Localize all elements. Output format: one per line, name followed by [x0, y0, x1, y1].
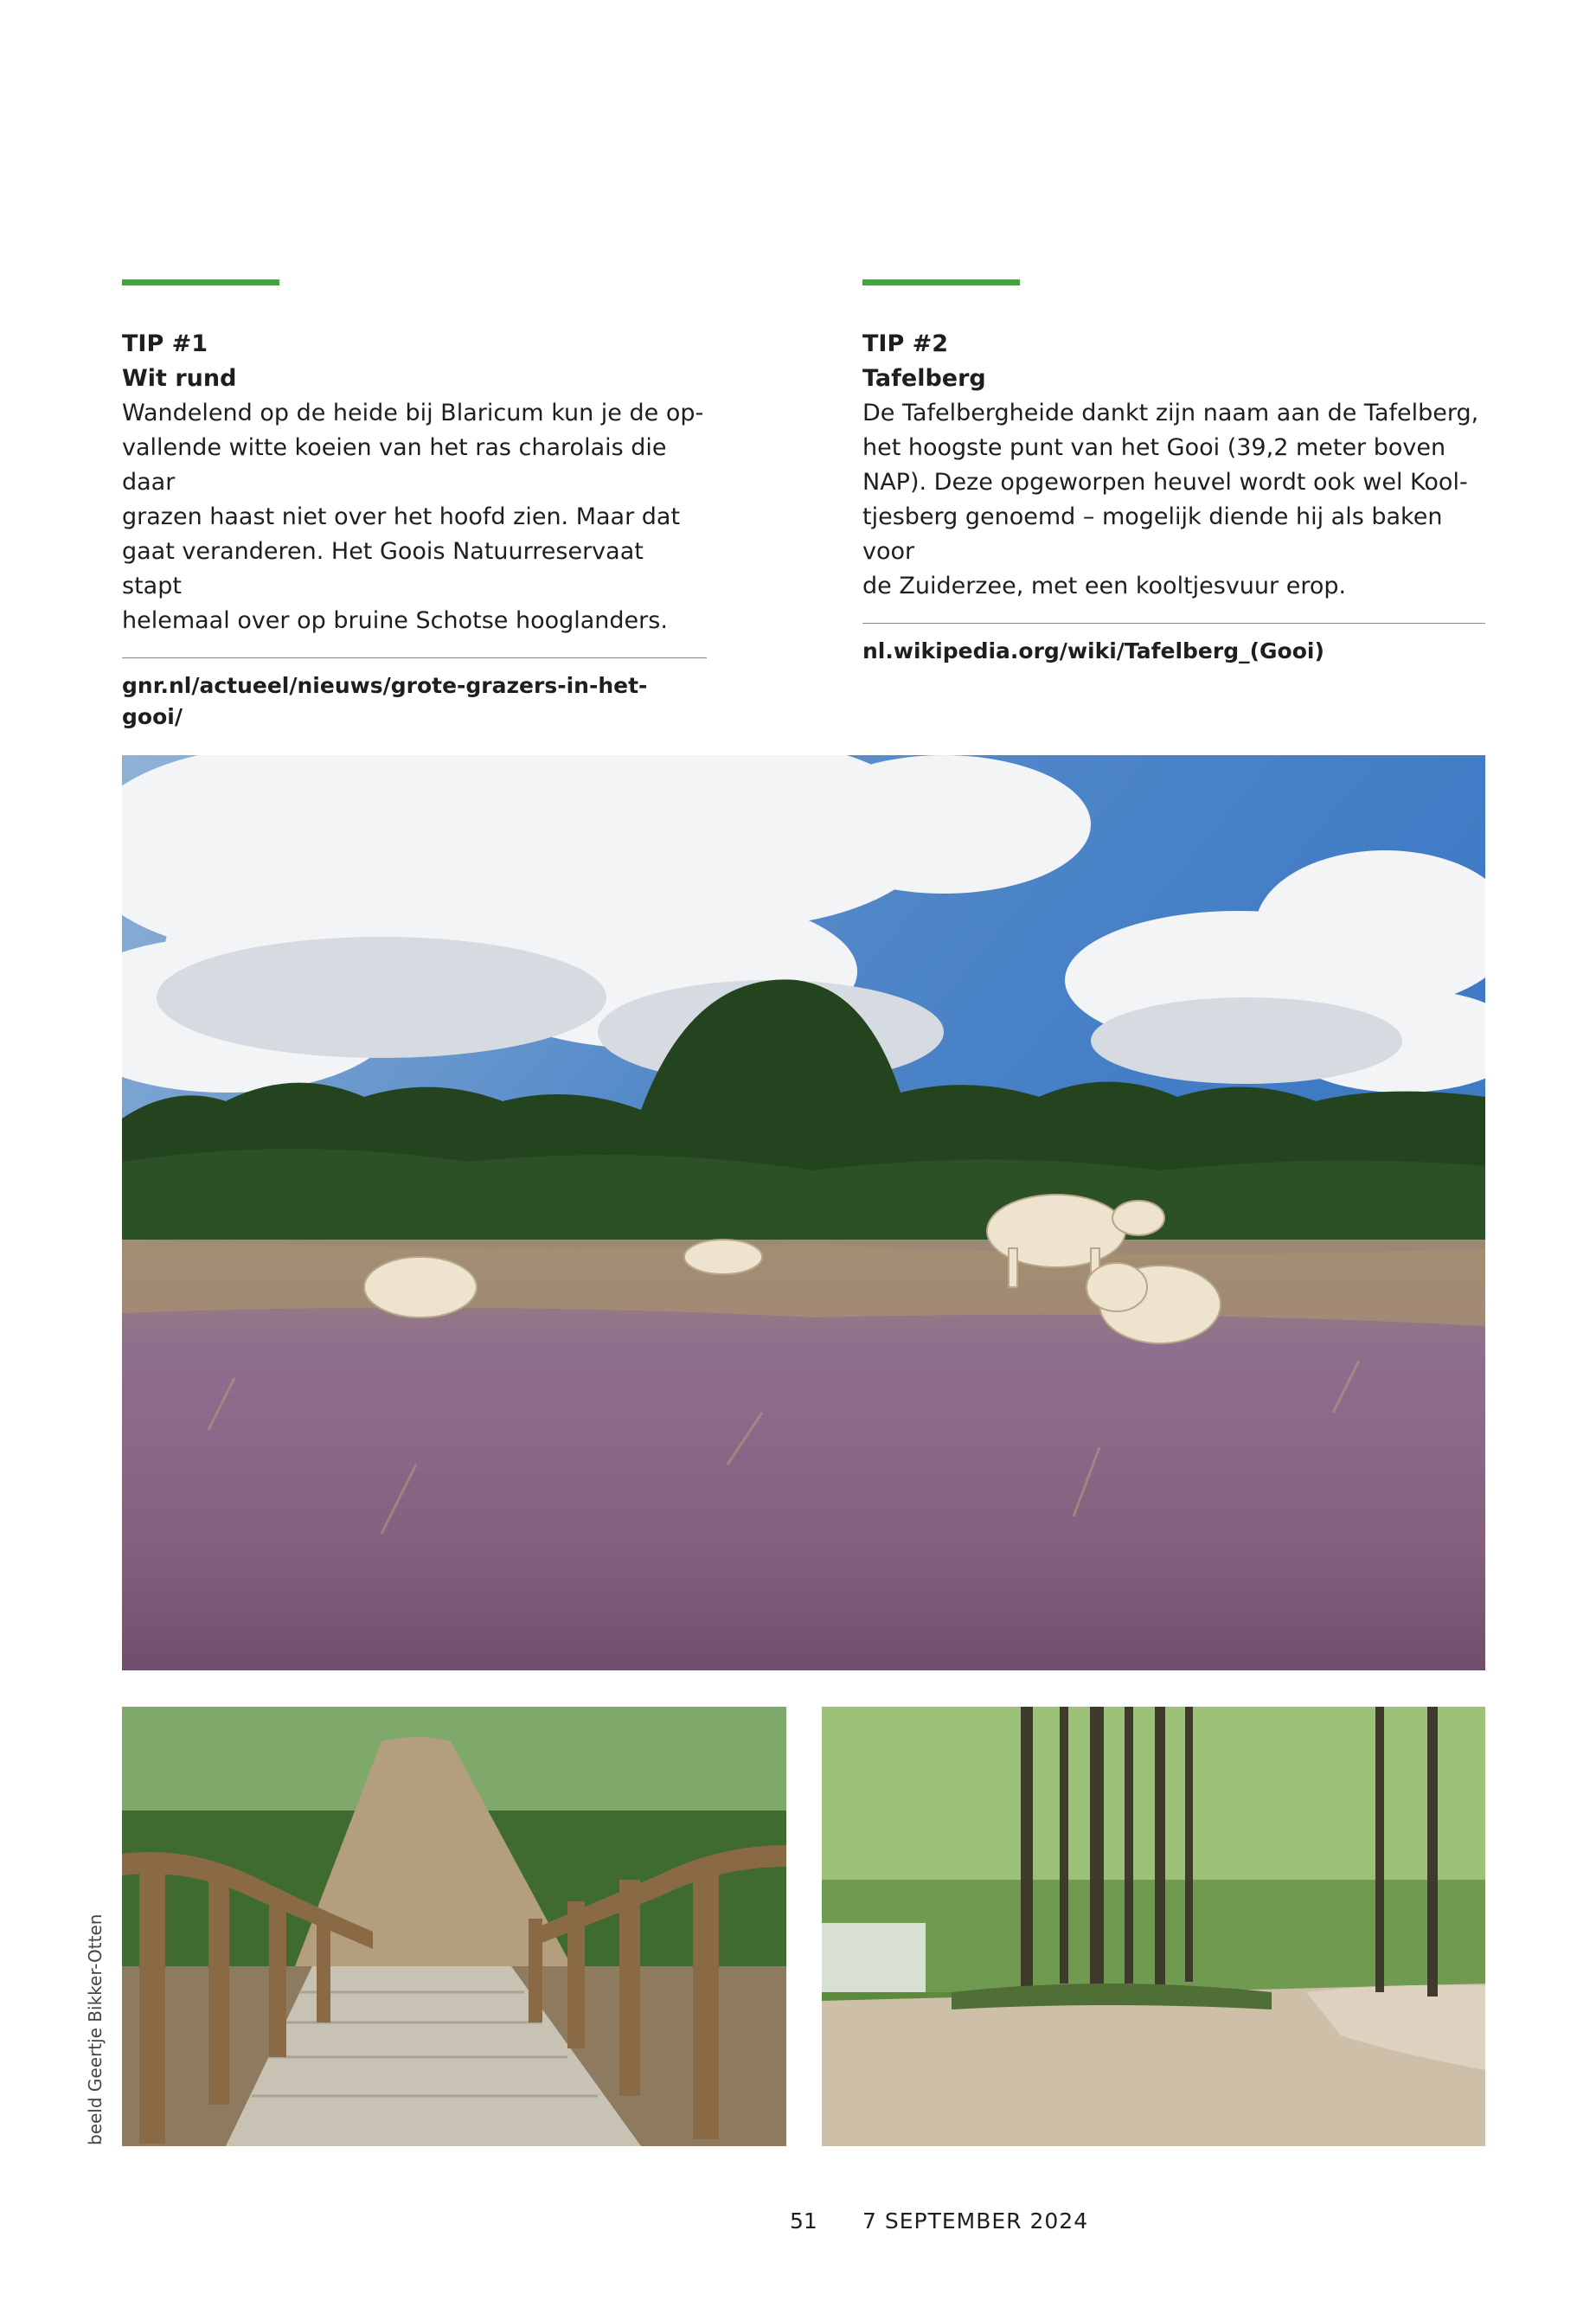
tip-body-line: vallende witte koeien van het ras charolais die daar [122, 434, 667, 496]
tip-body-line: de Zuiderzee, met een kooltjesvuur erop. [862, 573, 1347, 599]
tip-body-line: grazen haast niet over het hoofd zien. Maar dat [122, 503, 681, 530]
tip-body-line: Wandelend op de heide bij Blaricum kun je de op- [122, 400, 704, 426]
heathland-cows-photo [122, 755, 1485, 1670]
tip-body-line: helemaal over op bruine Schotse hooglanders. [122, 607, 668, 634]
tip-2 [862, 279, 1485, 667]
divider [122, 657, 707, 658]
divider [862, 623, 1485, 624]
page-number: 51 [790, 2208, 817, 2234]
tip-link[interactable]: gnr.nl/actueel/nieuws/grote-grazers-in-het-gooi/ [122, 673, 648, 729]
wooden-stairs-photo [122, 1707, 786, 2146]
tip-body [122, 396, 707, 638]
tip-body-line: gaat veranderen. Het Goois Natuurreservaat stapt [122, 538, 644, 599]
tip-1 [122, 279, 707, 733]
tip-number: TIP #1 [122, 330, 208, 357]
tip-number: TIP #2 [862, 330, 949, 357]
issue-date: 7 SEPTEMBER 2024 [862, 2208, 1089, 2234]
tip-body [862, 396, 1485, 604]
tip-body-line: tjesberg genoemd – mogelijk diende hij als baken voor [862, 503, 1443, 565]
tip-title: Tafelberg [862, 365, 986, 392]
photo-credit: beeld Geertje Bikker-Otten [85, 1913, 106, 2145]
forest-path-photo [822, 1707, 1485, 2146]
tip-title: Wit rund [122, 365, 237, 392]
accent-bar [122, 279, 279, 285]
tip-body-line: De Tafelbergheide dankt zijn naam aan de Tafelberg, [862, 400, 1479, 426]
tip-link[interactable]: nl.wikipedia.org/wiki/Tafelberg_(Gooi) [862, 638, 1324, 663]
tip-body-line: NAP). Deze opgeworpen heuvel wordt ook wel Kool- [862, 469, 1468, 496]
tip-body-line: het hoogste punt van het Gooi (39,2 meter boven [862, 434, 1446, 461]
accent-bar [862, 279, 1020, 285]
